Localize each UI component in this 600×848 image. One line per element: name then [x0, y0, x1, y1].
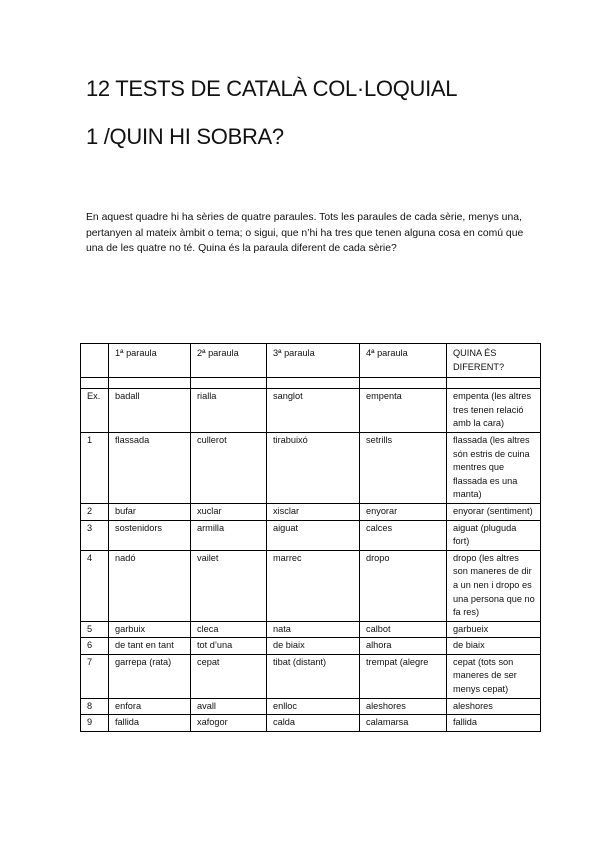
blank-cell [81, 378, 109, 389]
table-row [81, 520, 541, 550]
word-cell: xafogor [191, 715, 267, 732]
header-cell: 2ª paraula [191, 344, 267, 378]
word-cell: tirabuixó [267, 432, 360, 503]
table-row [81, 432, 541, 503]
word-cell: armilla [191, 520, 267, 550]
word-cell: fallida [109, 715, 191, 732]
answer-cell: dropo (les altres son maneres de dir a un nen i dropo es una persona que no fa res) [447, 550, 541, 621]
blank-cell [191, 378, 267, 389]
word-cell: vailet [191, 550, 267, 621]
intro-paragraph: En aquest quadre hi ha sèries de quatre paraules. Tots les paraules de cada sèrie, menys una, pertanyen al mateix àmbit o tema; o sigui, que n’hi ha tres que tenen alguna cosa en comú que una de les quatre no té. Quina és la paraula diferent de cada sèrie? [86, 212, 524, 254]
word-cell: setrills [360, 432, 447, 503]
answer-cell: empenta (les altres tres tenen relació amb la cara) [447, 389, 541, 433]
word-cell: empenta [360, 389, 447, 433]
table-row [81, 654, 541, 698]
word-cell: calda [267, 715, 360, 732]
answer-cell: aleshores [447, 698, 541, 715]
row-number-cell: 7 [81, 654, 109, 698]
answer-cell: flassada (les altres són estris de cuina mentres que flassada es una manta) [447, 432, 541, 503]
table-row [81, 638, 541, 655]
word-cell: cepat [191, 654, 267, 698]
row-number-cell: 2 [81, 503, 109, 520]
word-cell: calbot [360, 621, 447, 638]
row-number-cell: 4 [81, 550, 109, 621]
table-header-row [81, 344, 541, 378]
word-cell: tot d’una [191, 638, 267, 655]
word-cell: cullerot [191, 432, 267, 503]
blank-row [81, 378, 541, 389]
blank-cell [109, 378, 191, 389]
word-cell: tibat (distant) [267, 654, 360, 698]
table-row [81, 550, 541, 621]
word-cell: nata [267, 621, 360, 638]
word-cell: enfora [109, 698, 191, 715]
quiz-table-body [81, 344, 541, 732]
answer-cell: fallida [447, 715, 541, 732]
answer-cell: garbueix [447, 621, 541, 638]
row-number-cell: 5 [81, 621, 109, 638]
section-title: 1 /QUIN HI SOBRA? [86, 124, 284, 149]
word-cell: sostenidors [109, 520, 191, 550]
blank-cell [267, 378, 360, 389]
row-number-cell: 8 [81, 698, 109, 715]
word-cell: nadó [109, 550, 191, 621]
word-cell: cleca [191, 621, 267, 638]
word-cell: de tant en tant [109, 638, 191, 655]
blank-cell [447, 378, 541, 389]
quiz-table [80, 343, 541, 732]
word-cell: xisclar [267, 503, 360, 520]
table-row [81, 698, 541, 715]
word-cell: garrepa (rata) [109, 654, 191, 698]
word-cell: calces [360, 520, 447, 550]
header-cell: 1ª paraula [109, 344, 191, 378]
answer-cell: de biaix [447, 638, 541, 655]
word-cell: bufar [109, 503, 191, 520]
table-row [81, 715, 541, 732]
table-row [81, 621, 541, 638]
row-number-cell: 6 [81, 638, 109, 655]
answer-cell: aiguat (pluguda fort) [447, 520, 541, 550]
word-cell: enyorar [360, 503, 447, 520]
table-row [81, 503, 541, 520]
row-number-cell: 3 [81, 520, 109, 550]
row-number-cell: Ex. [81, 389, 109, 433]
header-cell: 4ª paraula [360, 344, 447, 378]
word-cell: aiguat [267, 520, 360, 550]
word-cell: trempat (alegre [360, 654, 447, 698]
row-number-cell: 1 [81, 432, 109, 503]
word-cell: alhora [360, 638, 447, 655]
word-cell: calamarsa [360, 715, 447, 732]
word-cell: xuclar [191, 503, 267, 520]
row-number-cell: 9 [81, 715, 109, 732]
word-cell: avall [191, 698, 267, 715]
word-cell: marrec [267, 550, 360, 621]
word-cell: badall [109, 389, 191, 433]
word-cell: dropo [360, 550, 447, 621]
table-row [81, 389, 541, 433]
document-title: 12 TESTS DE CATALÀ COL·LOQUIAL [86, 76, 458, 101]
word-cell: enlloc [267, 698, 360, 715]
answer-cell: cepat (tots son maneres de ser menys cepat) [447, 654, 541, 698]
word-cell: flassada [109, 432, 191, 503]
word-cell: aleshores [360, 698, 447, 715]
word-cell: rialla [191, 389, 267, 433]
header-cell: QUINA ÉS DIFERENT? [447, 344, 541, 378]
word-cell: sanglot [267, 389, 360, 433]
word-cell: de biaix [267, 638, 360, 655]
answer-cell: enyorar (sentiment) [447, 503, 541, 520]
word-cell: garbuix [109, 621, 191, 638]
blank-cell [360, 378, 447, 389]
header-cell [81, 344, 109, 378]
header-cell: 3ª paraula [267, 344, 360, 378]
